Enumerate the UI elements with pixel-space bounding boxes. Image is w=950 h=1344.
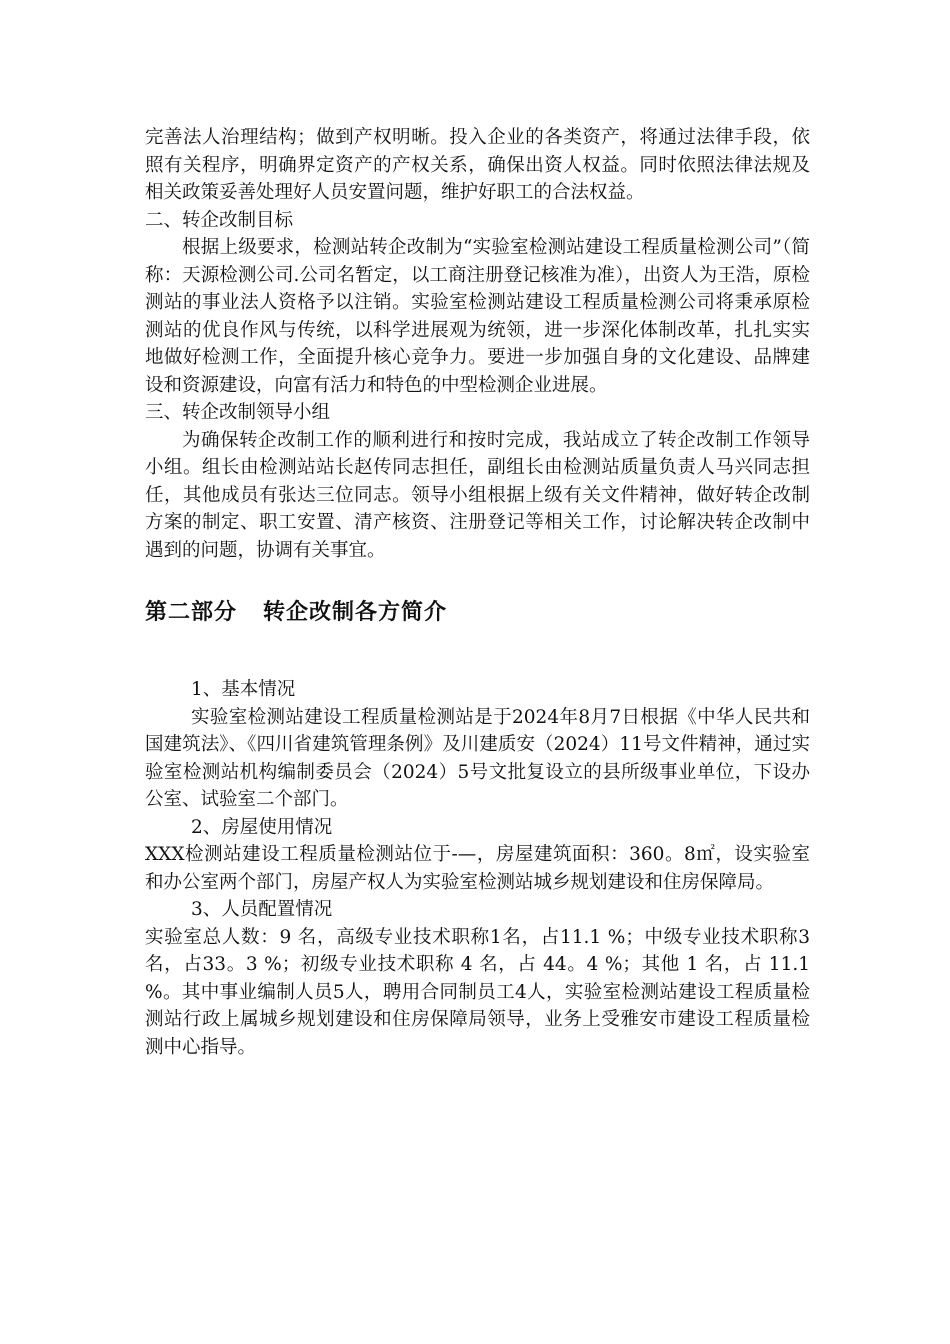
subheading-staffing: 3、人员配置情况 xyxy=(191,899,333,920)
subheading-building-use: 2、房屋使用情况 xyxy=(191,816,333,838)
heading-leadership-group: 三、转企改制领导小组 xyxy=(145,402,331,423)
paragraph-staffing: 实验室总人数：9 名，高级专业技术职称1名，占11.1 %；中级专业技术职称3 名，占33。3 %；初级专业技术职称 4 名，占 44。4 %；其他 1 名，占 11.1 %。其中事业编制人员5人，聘用合同制员工4人，实验室检测站建设工程质量检测站行政上属城乡规划建设和住房保障局领导，业务上受雅安市建设工程质量检测中心指导。 xyxy=(145,926,810,1058)
paragraph-leadership-group: 为确保转企改制工作的顺利进行和按时完成，我站成立了转企改制工作领导小组。组长由检测站站长赵传同志担任，副组长由检测站质量负责人马兴同志担任，其他成员有张达三位同志。领导小组根据上级有关文件精神，做好转企改制方案的制定、职工安置、清产核资、注册登记等相关工作，讨论解决转企改制中遇到的问题，协调有关事宜。 xyxy=(145,429,810,561)
paragraph-basic-info: 实验室检测站建设工程质量检测站是于2024年8月7日根据《中华人民共和国建筑法》、《四川省建筑管理条例》及川建质安（2024）11号文件精神，通过实验室检测站机构编制委员会（2024）5号文批复设立的县所级事业单位，下设办公室、试验室二个部门。 xyxy=(145,706,810,810)
paragraph-legal-structure: 完善法人治理结构；做到产权明晰。投入企业的各类资产，将通过法律手段，依照有关程序，明确界定资产的产权关系，确保出资人权益。同时依照法律法规及相关政策妥善处理好人员安置问题，维护好职工的合法权益。 xyxy=(145,127,810,203)
paragraph-building-use: XXX检测站建设工程质量检测站位于-—，房屋建筑面积：360。8㎡，设实验室和办公室两个部门，房屋产权人为实验室检测站城乡规划建设和住房保障局。 xyxy=(145,844,810,893)
paragraph-goal: 根据上级要求，检测站转企改制为“实验室检测站建设工程质量检测公司”（简称：天源检测公司.公司名暂定，以工商注册登记核准为准），出资人为王浩，原检测站的事业法人资格予以注销。实验室检测站建设工程质量检测公司将秉承原检测站的优良作风与传统，以科学进展观为统领，进一步深化体制改革，扎扎实实地做好检测工作，全面提升核心竞争力。要进一步加强自身的文化建设、品牌建设和资源建设，向富有活力和特色的中型检测企业进展。 xyxy=(145,237,810,396)
part-two-label: 第二部分 xyxy=(145,600,238,625)
part-two-subject: 转企改制各方简介 xyxy=(263,600,448,625)
heading-goal: 二、转企改制目标 xyxy=(145,209,294,231)
subheading-basic-info: 1、基本情况 xyxy=(191,679,296,700)
document-page xyxy=(145,124,810,1061)
part-two-title xyxy=(145,598,810,628)
